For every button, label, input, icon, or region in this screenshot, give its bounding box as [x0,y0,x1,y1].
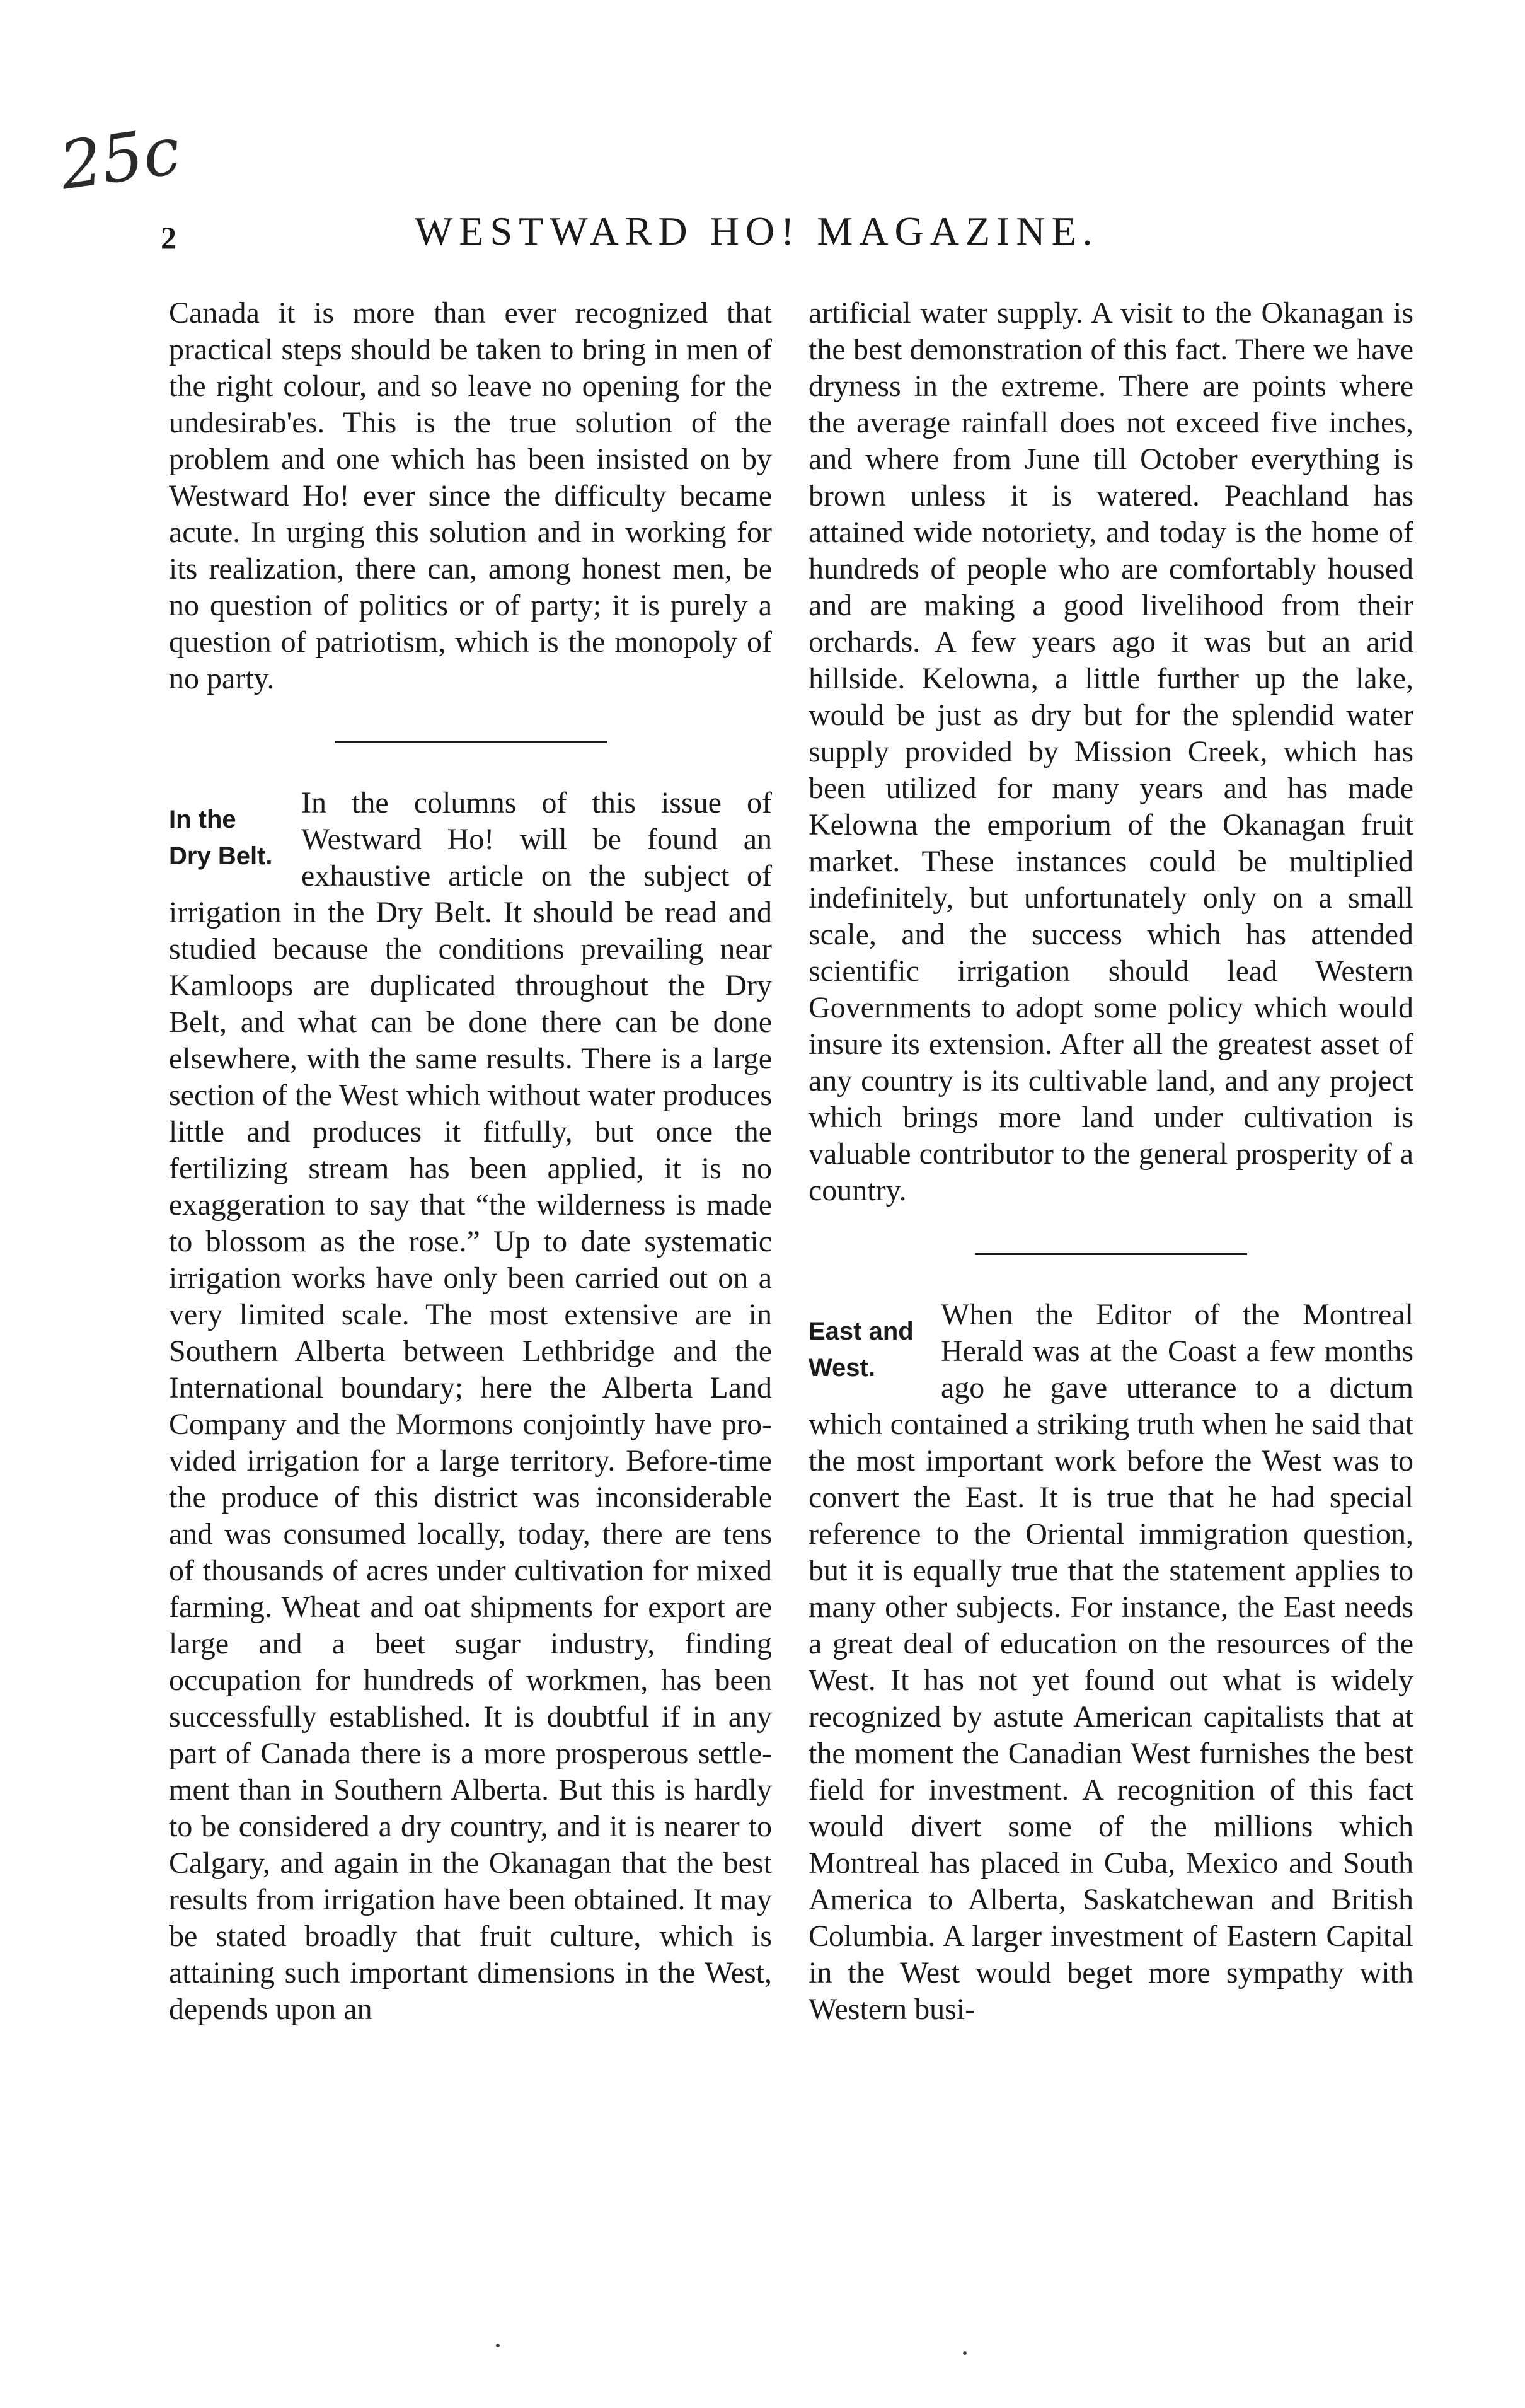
east-west-sidehead [809,1313,941,1386]
intro-paragraph: Canada it is more than ever recognized that practical steps should be taken to bring in men of the right colour, and so leave no opening for the undesirab'es. This is the true solution of the problem and one which has been insisted on by Westward Ho! ever since the difficulty became acute. In urging this solution and in working for its realization, there can, among honest men, be no question of politics or of party; it is purely a question of patriotism, which is the monopoly of no party. [169,296,772,695]
sidehead-line: West. [809,1354,875,1382]
continuation-paragraph: artificial water supply. A visit to the Okanagan is the best demonstration of this fact. There we have dryness in the extreme. There are points where the average rainfall does not exceed five inches, and where from June till October everything is brown unless it is watered. Peachland has attained wide notoriety, and today is the home of hundreds of people who are comfortably housed and are making a good livelihood from their orchards. A few years ago it was but an arid hillside. Kelowna, a little further up the lake, would be just as dry but for the splendid water supply provided by Mission Creek, which has been utilized for many years and has made Kelowna the emporium of the Okanagan fruit market. These instances could be multiplied indefinitely, but unfortunately only on a small scale, and the success which has attended scientific irrigation should lead Western Governments to adopt some policy which would insure its extension. After all the greatest asset of any country is its cultivable land, and any project which brings more land under cultivation is valuable contributor to the general prosperity of a country. [809,296,1413,1207]
sidehead-line: East and [809,1317,914,1345]
print-speck [963,2351,967,2355]
right-column [809,295,1413,2028]
sidehead-line: In the [169,806,236,833]
east-west-section [809,1297,1413,2028]
print-speck [496,2344,500,2347]
east-west-paragraph: When the Editor of the Montreal Herald was at the Coast a few months ago he gave utterance to a dictum which contained a striking truth when he said that the most important work before the West was to convert the East. It is true that he had special reference to the Oriental immigration question, but it is equally true that the statement applies to many other subjects. For instance, the East needs a great deal of education on the resources of the West. It has not yet found out what is widely recognized by astute American capitalists that at the moment the Canadian West furnishes the best field for investment. A recognition of this fact would divert some of the millions which Montreal has placed in Cuba, Mexico and South America to Alberta, Saskatchewan and British Columbia. A larger investment of Eastern Capital in the West would beget more sympathy with Western busi- [809,1298,1413,2026]
sidehead-line: Dry Belt. [169,842,273,870]
dry-belt-sidehead [169,801,301,874]
page-number: 2 [161,220,176,255]
handwritten-page-note: 25c [55,112,185,205]
left-column [169,295,772,2028]
dry-belt-paragraph: In the columns of this issue of Westward Ho! will be found an exhaustive article on the subject of irrigation in the Dry Belt. It should be read and studied because the conditions prevailing near Kamloops are duplicated throughout the Dry Belt, and what can be done there can be done elsewhere, with the same results. There is a large section of the West which without water produces little and produces it fitfully, but once the fertilizing stream has been applied, it is no exaggeration to say that “the wilderness is made to blossom as the rose.” Up to date systematic irrigation works have only been carried out on a very limited scale. The most extensive are in Southern Alberta between Lethbridge and the International boundary; here the Alberta Land Company and the Mormons conjointly have provided irrigation for a large territory. Before-time the produce of this district was inconsiderable and was consumed locally, today, there are tens of thousands of acres under cultivation for mixed farming. Wheat and oat shipments for export are large and a beet sugar industry, finding occupation for hundreds of workmen, has been successfully established. It is doubtful if in any part of Canada there is a more prosperous settlement than in Southern Alberta. But this is hardly to be considered a dry country, and it is nearer to Calgary, and again in the Okanagan that the best results from irrigation have been obtained. It may be stated broadly that fruit culture, which is attaining such important dimensions in the West, depends upon an [169,786,772,2026]
dry-belt-section [169,785,772,2028]
section-divider [335,741,607,743]
running-head: WESTWARD HO! MAGAZINE. [415,209,1099,253]
section-divider [975,1253,1247,1255]
